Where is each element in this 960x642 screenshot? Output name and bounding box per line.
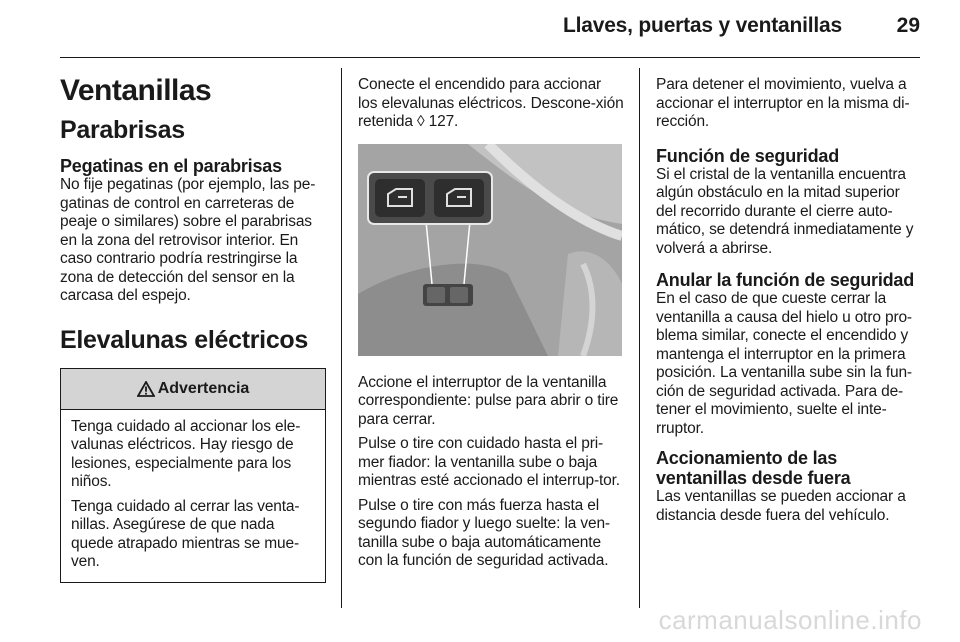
column-divider	[639, 68, 640, 608]
warning-box	[60, 368, 326, 583]
window-switch-illustration	[358, 144, 622, 356]
warning-paragraph: Tenga cuidado al cerrar las venta-nillas. Asegúrese de que nada quede atrapado mientras se mue-ven.	[71, 497, 300, 570]
warning-body	[61, 410, 325, 582]
watermark: carmanualsonline.info	[658, 605, 922, 635]
body-paragraph: Conecte el encendido para accionar los elevalunas eléctricos. Descone-xión retenida ◊ 127.	[358, 76, 624, 130]
subsection-heading: Parabrisas	[60, 116, 185, 144]
warning-title: Advertencia	[157, 379, 250, 397]
warning-header	[61, 369, 325, 410]
topic-heading-line: Accionamiento de las	[656, 448, 838, 468]
column-1	[60, 68, 326, 583]
section-heading: Ventanillas	[60, 74, 212, 107]
body-paragraph: Pulse o tire con cuidado hasta el pri-mer fiador: la ventanilla sube o baja mientras esté accionado el interrup-tor.	[358, 435, 620, 489]
body-paragraph: Para detener el movimiento, vuelva a accionar el interruptor en la misma di-rección.	[656, 76, 910, 130]
body-paragraph: Las ventanillas se pueden accionar a distancia desde fuera del vehículo.	[656, 488, 906, 524]
body-paragraph: No fije pegatinas (por ejemplo, las pe-gatinas de control en carreteras de peaje o similares) sobre el parabrisas en la zona del retrovisor interior. En caso contrario podría restringirse la zona de detección del sensor en la carcasa del espejo.	[60, 176, 316, 304]
warning-triangle-icon	[137, 381, 155, 397]
column-divider	[341, 68, 342, 608]
column-2	[358, 68, 624, 577]
body-paragraph: Si el cristal de la ventanilla encuentra algún obstáculo en la mitad superior del recorrido durante el cierre auto-mático, se detendrá inmediatamente y volverá a abrirse.	[656, 165, 914, 257]
topic-heading: Función de seguridad	[656, 145, 840, 166]
topic-heading-line: ventanillas desde fuera	[656, 468, 851, 488]
subsection-heading: Elevalunas eléctricos	[60, 325, 309, 354]
body-paragraph: En el caso de que cueste cerrar la ventanilla a causa del hielo u otro pro-blema similar, conecte el encendido y mantenga el interruptor en la primera posición. La ventanilla sube sin la fun-ción de seguridad activada. Para de-tener el movimiento, suelte el inte-rruptor.	[656, 290, 912, 437]
page-header	[60, 0, 920, 58]
topic-heading: Anular la función de seguridad	[656, 270, 915, 290]
column-3	[656, 68, 922, 531]
body-paragraph: Accione el interruptor de la ventanilla correspondiente: pulse para abrir o tire para cerrar.	[358, 373, 619, 428]
warning-paragraph: Tenga cuidado al accionar los ele-valunas eléctricos. Hay riesgo de lesiones, especialmente para los niños.	[71, 417, 301, 490]
page-number: 29	[896, 14, 920, 37]
topic-heading: Pegatinas en el parabrisas	[60, 156, 282, 176]
topic-heading	[656, 448, 922, 488]
body-paragraph: Pulse o tire con más fuerza hasta el segundo fiador y luego suelte: la ven-tanilla sube o baja automáticamente con la función de seguridad activada.	[358, 496, 610, 569]
running-title: Llaves, puertas y ventanillas	[562, 14, 842, 37]
